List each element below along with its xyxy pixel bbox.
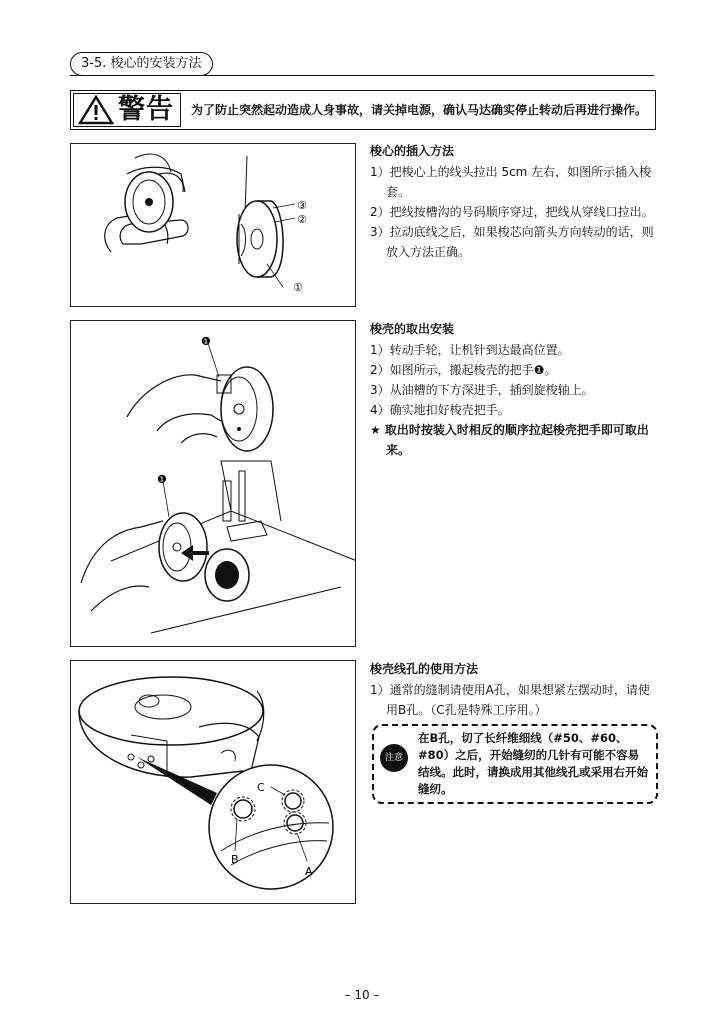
section-rule (70, 75, 654, 76)
caution-note (372, 724, 658, 804)
thread-hole-figure (70, 660, 356, 904)
bobbin-insertion-figure (70, 143, 356, 307)
bobbin-case-heading: 梭壳的取出安装 (370, 322, 455, 336)
bobbin-case-step: 4）确实地扣好梭壳把手。 (370, 403, 510, 417)
handle-callout-bottom: ❶ (157, 473, 167, 486)
warning-banner (70, 90, 656, 130)
callout-2: ② (297, 213, 307, 226)
page-number: – 10 – (344, 988, 380, 1002)
hole-label-a: A (305, 865, 313, 878)
bobbin-case-step: 2）如图所示，搬起梭壳的把手❶。 (370, 363, 557, 377)
caution-note-text: 在B孔，切了长纤维细线（#50、#60、#80）之后，开始缝纫的几针有可能不容易结线。此时，请换成用其他线孔或采用右开始缝纫。 (418, 731, 648, 796)
warning-triangle-icon (78, 95, 114, 125)
bobbin-case-step: 1）转动手轮，让机针到达最高位置。 (370, 343, 570, 357)
callout-1: ① (293, 281, 303, 294)
handle-callout-top: ❶ (201, 335, 211, 348)
bobbin-insertion-step: 2）把线按槽沟的号码顺序穿过，把线从穿线口拉出。 (370, 205, 654, 219)
section-title: 3-5. 梭心的安装方法 (70, 52, 213, 76)
bobbin-case-figure (70, 320, 356, 647)
thread-hole-illustration (71, 661, 355, 903)
bobbin-case-text (370, 319, 656, 460)
hole-label-c: C (257, 781, 265, 794)
thread-hole-text (370, 659, 656, 720)
section-header (70, 52, 654, 76)
bobbin-case-step: 3）从油槽的下方深进手，插到旋梭轴上。 (370, 383, 594, 397)
bobbin-insertion-heading: 梭心的插入方法 (370, 144, 455, 158)
caution-hand-icon: 注意 (380, 744, 408, 772)
bobbin-case-illustration (71, 321, 355, 646)
warning-text: 为了防止突然起动造成人身事故，请关掉电源，确认马达确实停止转动后再进行操作。 (191, 103, 648, 117)
thread-hole-step: 1）通常的缝制请使用A孔，如果想紧左摆动时，请使用B孔。（C孔是特殊工序用。） (370, 683, 650, 717)
bobbin-insertion-step: 3）拉动底线之后，如果梭芯向箭头方向转动的话，则放入方法正确。 (370, 225, 654, 259)
warning-badge (73, 93, 181, 127)
hole-label-b: B (231, 853, 239, 866)
bobbin-insertion-text (370, 141, 656, 262)
thread-hole-heading: 梭壳线孔的使用方法 (370, 662, 479, 676)
bobbin-insertion-step: 1）把梭心上的线头拉出 5cm 左右，如图所示插入梭套。 (370, 165, 652, 199)
bobbin-insertion-illustration (71, 144, 355, 306)
callout-3: ③ (297, 199, 307, 212)
warning-label: 警告 (118, 94, 174, 125)
bobbin-case-remark: ★ 取出时按装入时相反的顺序拉起梭壳把手即可取出来。 (370, 423, 649, 457)
